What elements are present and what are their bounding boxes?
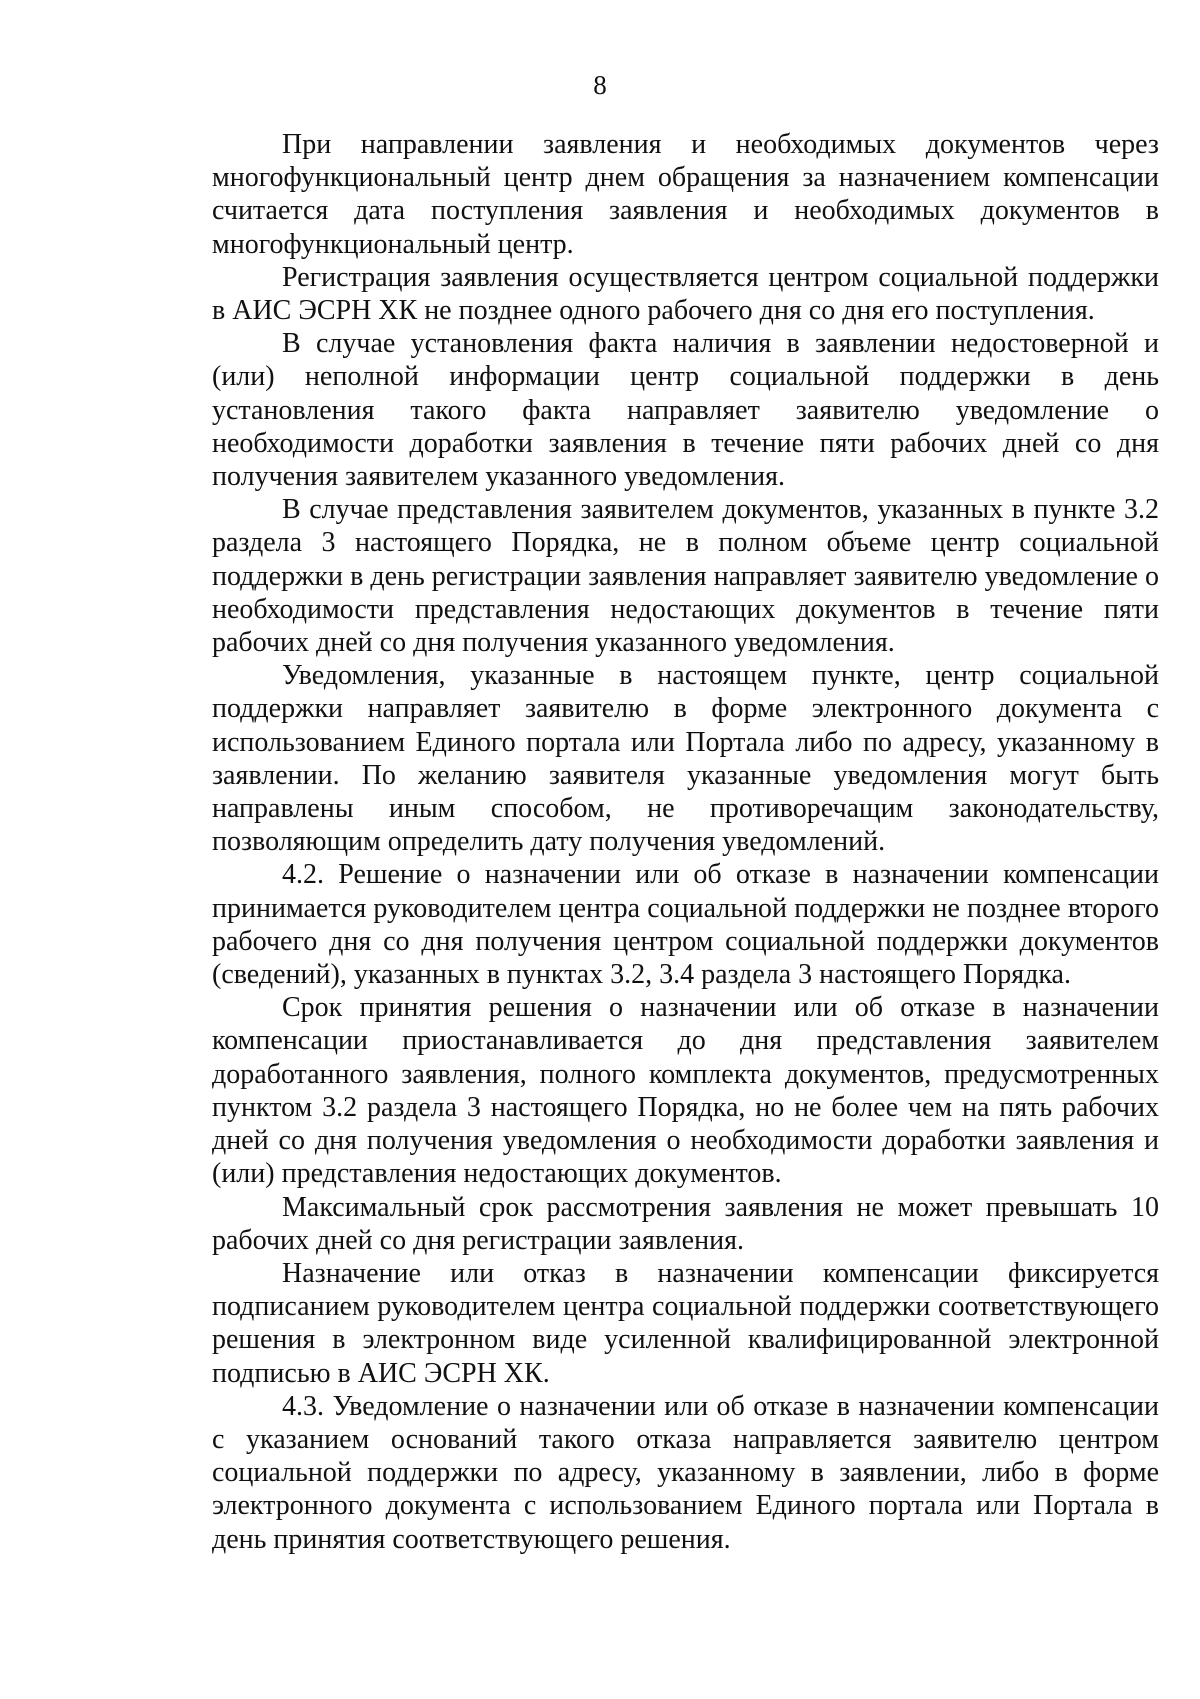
paragraph-incomplete-documents: В случае представления заявителем документов, указанных в пункте 3.2 раздела 3 настоящего Порядка, не в полном объеме центр социальной поддержки в день регистрации заявления направляет заявителю уведомление о необходимости представления недостающих документов в течение пяти рабочих дней со дня получения указанного уведомления. [212,494,1159,659]
paragraph-decision-suspension: Срок принятия решения о назначении или об отказе в назначении компенсации приостанавливается до дня представления заявителем доработанного заявления, полного комплекта документов, предусмотренных пунктом 3.2 раздела 3 настоящего Порядка, но не более чем на пять рабочих дней со дня получения уведомления о необходимости доработки заявления и (или) представления недостающих документов. [212,992,1159,1190]
paragraph-registration: Регистрация заявления осуществляется центром социальной поддержки в АИС ЭСРН ХК не позднее одного рабочего дня со дня его поступления. [212,261,1159,327]
paragraph-max-review-period: Максимальный срок рассмотрения заявления не может превышать 10 рабочих дней со дня регистрации заявления. [212,1191,1159,1256]
page-number: 8 [593,70,607,100]
paragraph-section-4-2: 4.2. Решение о назначении или об отказе в назначении компенсации принимается руководителем центра социальной поддержки не позднее второго рабочего дня со дня получения центром социальной поддержки документов (сведений), указанных в пунктах 3.2, 3.4 раздела 3 настоящего Порядка. [212,859,1159,991]
paragraph-section-4-3: 4.3. Уведомление о назначении или об отказе в назначении компенсации с указанием оснований такого отказа направляется заявителю центром социальной поддержки по адресу, указанному в заявлении, либо в форме электронного документа с использованием Единого портала или Портала в день принятия соответствующего решения. [212,1390,1159,1555]
document-body [212,128,1159,1556]
paragraph-mfc-application-date: При направлении заявления и необходимых документов через многофункциональный центр днем обращения за назначением компенсации считается дата поступления заявления и необходимых документов в многофункциональный центр. [212,129,1159,260]
paragraph-unreliable-information: В случае установления факта наличия в заявлении недостоверной и (или) неполной информации центр социальной поддержки в день установления такого факта направляет заявителю уведомление о необходимости доработки заявления в течение пяти рабочих дней со дня получения заявителем указанного уведомления. [212,328,1159,493]
paragraph-decision-signing: Назначение или отказ в назначении компенсации фиксируется подписанием руководителем центра социальной поддержки соответствующего решения в электронном виде усиленной квалифицированной электронной подписью в АИС ЭСРН ХК. [212,1257,1159,1389]
paragraph-notification-methods: Уведомления, указанные в настоящем пункте, центр социальной поддержки направляет заявителю в форме электронного документа с использованием Единого портала или Портала либо по адресу, указанному в заявлении. По желанию заявителя указанные уведомления могут быть направлены иным способом, не противоречащим законодательству, позволяющим определить дату получения уведомлений. [212,660,1159,858]
